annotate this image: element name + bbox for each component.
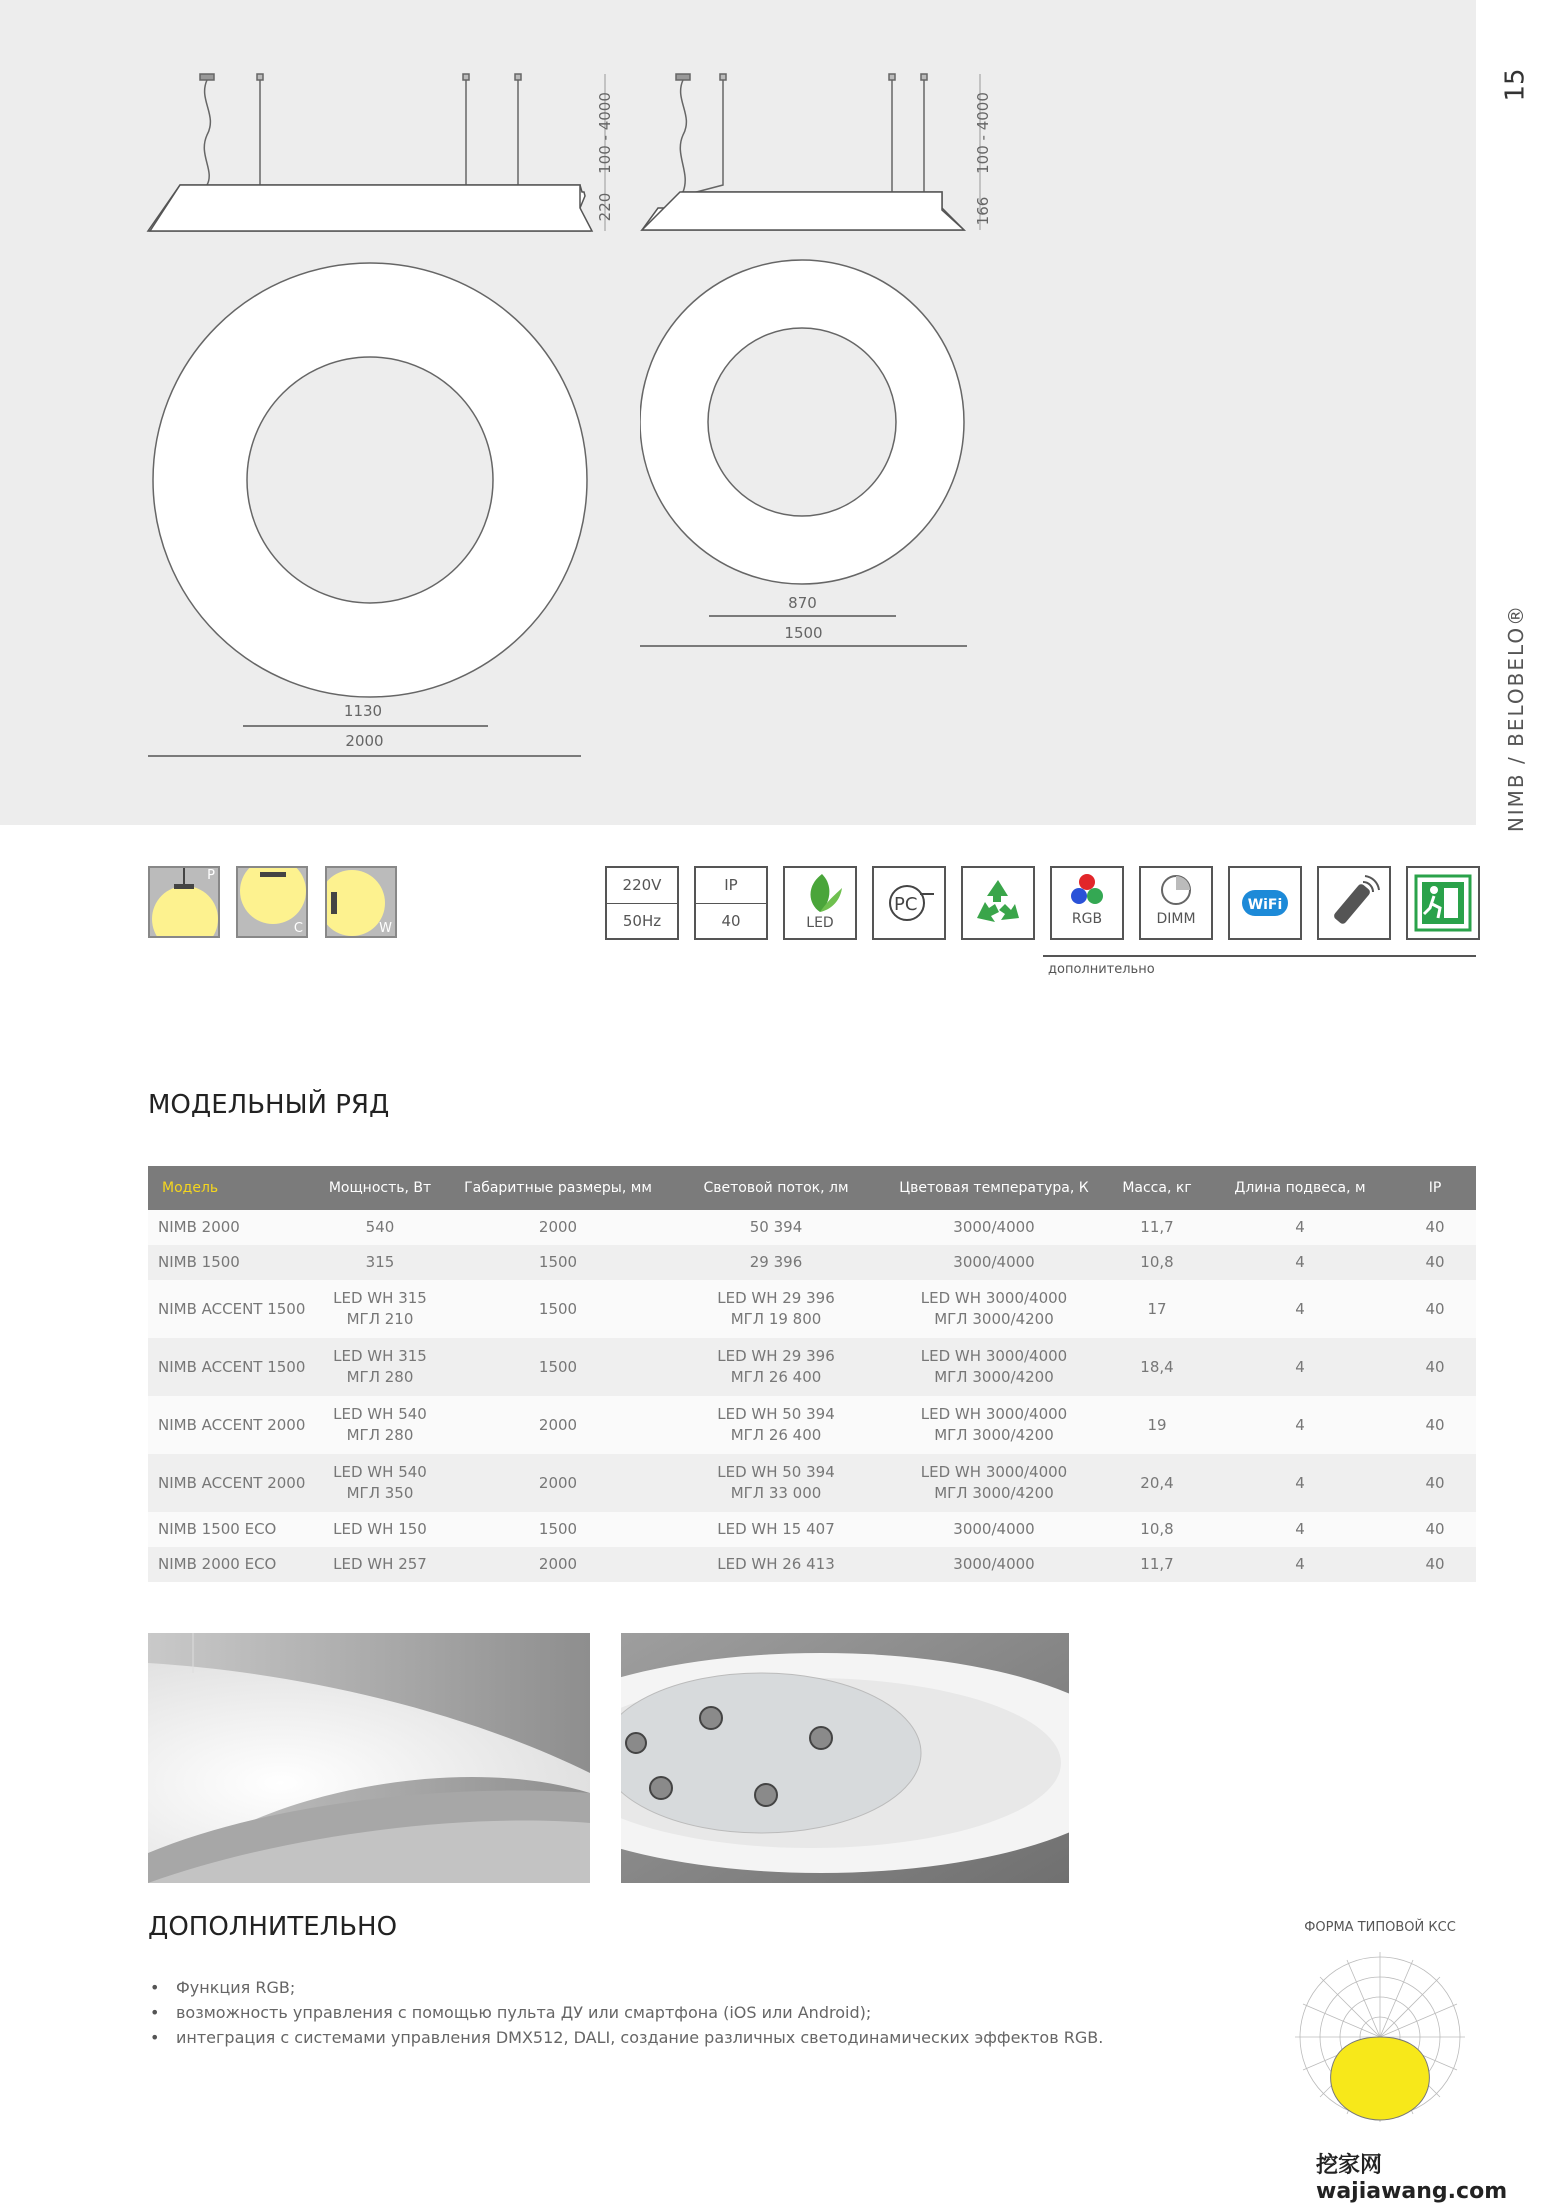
- small-fixture-drawing: [640, 60, 1020, 660]
- table-row: [148, 1512, 1476, 1547]
- cell-power: LED WH 315 МГЛ 210: [316, 1280, 444, 1338]
- svg-text:WiFi: WiFi: [1247, 897, 1283, 913]
- cell-ip: 40: [1394, 1245, 1476, 1280]
- cell-power: LED WH 540 МГЛ 280: [316, 1396, 444, 1454]
- large-outer-diameter: 2000: [345, 732, 384, 750]
- cell-flux: 50 394: [672, 1210, 880, 1245]
- large-fixture-drawing: [140, 60, 620, 780]
- voltage-icon: 220V 50Hz: [605, 866, 679, 940]
- cell-flux: LED WH 15 407: [672, 1512, 880, 1547]
- model-range-heading: МОДЕЛЬНЫЙ РЯД: [148, 1090, 390, 1120]
- cell-temp: LED WH 3000/4000 МГЛ 3000/4200: [880, 1454, 1108, 1512]
- cell-ip: 40: [1394, 1396, 1476, 1454]
- page-number: 15: [1501, 68, 1531, 102]
- cell-ip: 40: [1394, 1210, 1476, 1245]
- ceiling-mount-icon: C: [236, 866, 308, 938]
- large-suspension-dimension: 100 - 4000: [596, 92, 614, 174]
- additional-features-list: [150, 1975, 1103, 2050]
- cell-mass: 11,7: [1108, 1547, 1206, 1582]
- cell-model: NIMB 1500 ECO: [148, 1512, 316, 1547]
- watermark: 挖家网 wajiawang.com: [1316, 2153, 1508, 2204]
- list-item: • интеграция с системами управления DMX512, DALI, создание различных светодинамических эффектов RGB.: [150, 2025, 1103, 2050]
- header-flux: Световой поток, лм: [672, 1166, 880, 1210]
- cell-mass: 17: [1108, 1280, 1206, 1338]
- table-row: [148, 1245, 1476, 1280]
- rgb-icon: RGB: [1050, 866, 1124, 940]
- cell-ip: 40: [1394, 1512, 1476, 1547]
- cell-temp: LED WH 3000/4000 МГЛ 3000/4200: [880, 1338, 1108, 1396]
- kss-polar-diagram: [1275, 1942, 1485, 2146]
- header-power: Мощность, Вт: [316, 1166, 444, 1210]
- header-color-temp: Цветовая температура, К: [880, 1166, 1108, 1210]
- table-row: [148, 1454, 1476, 1512]
- cell-size: 2000: [444, 1210, 672, 1245]
- cell-power: LED WH 540 МГЛ 350: [316, 1454, 444, 1512]
- header-ip: IP: [1394, 1166, 1476, 1210]
- cell-power: LED WH 150: [316, 1512, 444, 1547]
- table-row: [148, 1280, 1476, 1338]
- cell-model: NIMB ACCENT 1500: [148, 1338, 316, 1396]
- list-item: • Функция RGB;: [150, 1975, 1103, 2000]
- header-length: Длина подвеса, м: [1206, 1166, 1394, 1210]
- table-row: [148, 1547, 1476, 1582]
- optional-divider: [1043, 955, 1476, 957]
- table-row: [148, 1338, 1476, 1396]
- cell-length: 4: [1206, 1396, 1394, 1454]
- header-dimensions: Габаритные размеры, мм: [444, 1166, 672, 1210]
- cell-temp: 3000/4000: [880, 1210, 1108, 1245]
- cell-flux: 29 396: [672, 1245, 880, 1280]
- recycle-icon: [961, 866, 1035, 940]
- cell-flux: LED WH 50 394 МГЛ 33 000: [672, 1454, 880, 1512]
- small-inner-diameter: 870: [788, 594, 817, 612]
- cell-temp: LED WH 3000/4000 МГЛ 3000/4200: [880, 1396, 1108, 1454]
- cell-ip: 40: [1394, 1547, 1476, 1582]
- cell-flux: LED WH 50 394 МГЛ 26 400: [672, 1396, 880, 1454]
- cell-size: 2000: [444, 1396, 672, 1454]
- cell-size: 1500: [444, 1280, 672, 1338]
- series-label: NIMB / BELOBELO®: [1504, 603, 1528, 832]
- cell-ip: 40: [1394, 1338, 1476, 1396]
- cell-power: LED WH 257: [316, 1547, 444, 1582]
- header-model: Модель: [148, 1166, 316, 1210]
- cell-size: 2000: [444, 1454, 672, 1512]
- table-row: [148, 1210, 1476, 1245]
- cell-flux: LED WH 29 396 МГЛ 19 800: [672, 1280, 880, 1338]
- remote-control-icon: [1317, 866, 1391, 940]
- cell-mass: 10,8: [1108, 1512, 1206, 1547]
- cell-length: 4: [1206, 1245, 1394, 1280]
- list-item: • возможность управления с помощью пульта ДУ или смартфона (iOS или Android);: [150, 2000, 1103, 2025]
- cell-power: 540: [316, 1210, 444, 1245]
- header-mass: Масса, кг: [1108, 1166, 1206, 1210]
- cell-length: 4: [1206, 1210, 1394, 1245]
- cell-size: 1500: [444, 1512, 672, 1547]
- table-header-row: [148, 1166, 1476, 1210]
- small-height-dimension: 166: [974, 196, 992, 226]
- cell-ip: 40: [1394, 1454, 1476, 1512]
- model-spec-table: [148, 1166, 1476, 1582]
- cell-model: NIMB ACCENT 1500: [148, 1280, 316, 1338]
- cell-mass: 19: [1108, 1396, 1206, 1454]
- cell-mass: 11,7: [1108, 1210, 1206, 1245]
- ip-rating-icon: IP 40: [694, 866, 768, 940]
- additional-heading: ДОПОЛНИТЕЛЬНО: [148, 1912, 398, 1942]
- cell-length: 4: [1206, 1338, 1394, 1396]
- cell-mass: 20,4: [1108, 1454, 1206, 1512]
- cell-temp: 3000/4000: [880, 1512, 1108, 1547]
- cell-flux: LED WH 29 396 МГЛ 26 400: [672, 1338, 880, 1396]
- dimm-icon: DIMM: [1139, 866, 1213, 940]
- led-leaf-icon: LED: [783, 866, 857, 940]
- table-row: [148, 1396, 1476, 1454]
- wall-mount-icon: W: [325, 866, 397, 938]
- cell-size: 1500: [444, 1245, 672, 1280]
- large-inner-diameter: 1130: [343, 702, 383, 720]
- cell-mass: 18,4: [1108, 1338, 1206, 1396]
- fixture-accent-photo: [621, 1633, 1069, 1883]
- cell-length: 4: [1206, 1512, 1394, 1547]
- small-suspension-dimension: 100 - 4000: [974, 92, 992, 174]
- cell-model: NIMB ACCENT 2000: [148, 1396, 316, 1454]
- cell-temp: 3000/4000: [880, 1547, 1108, 1582]
- cell-model: NIMB 2000 ECO: [148, 1547, 316, 1582]
- cell-length: 4: [1206, 1280, 1394, 1338]
- cell-power: LED WH 315 МГЛ 280: [316, 1338, 444, 1396]
- emergency-exit-icon: [1406, 866, 1480, 940]
- cell-temp: 3000/4000: [880, 1245, 1108, 1280]
- optional-caption: дополнительно: [1048, 962, 1155, 977]
- cell-ip: 40: [1394, 1280, 1476, 1338]
- kss-title: ФОРМА ТИПОВОЙ КСС: [1304, 1920, 1456, 1935]
- cell-size: 2000: [444, 1547, 672, 1582]
- cell-model: NIMB ACCENT 2000: [148, 1454, 316, 1512]
- cell-model: NIMB 1500: [148, 1245, 316, 1280]
- pendant-mount-icon: P: [148, 866, 220, 938]
- svg-text:PC: PC: [894, 894, 918, 915]
- wifi-icon: [1228, 866, 1302, 940]
- cell-power: 315: [316, 1245, 444, 1280]
- cell-model: NIMB 2000: [148, 1210, 316, 1245]
- fixture-side-photo: [148, 1633, 590, 1883]
- cell-flux: LED WH 26 413: [672, 1547, 880, 1582]
- cell-mass: 10,8: [1108, 1245, 1206, 1280]
- cell-temp: LED WH 3000/4000 МГЛ 3000/4200: [880, 1280, 1108, 1338]
- large-height-dimension: 220: [596, 192, 614, 222]
- small-outer-diameter: 1500: [784, 624, 823, 642]
- cell-size: 1500: [444, 1338, 672, 1396]
- certification-icon: [872, 866, 946, 940]
- cell-length: 4: [1206, 1454, 1394, 1512]
- cell-length: 4: [1206, 1547, 1394, 1582]
